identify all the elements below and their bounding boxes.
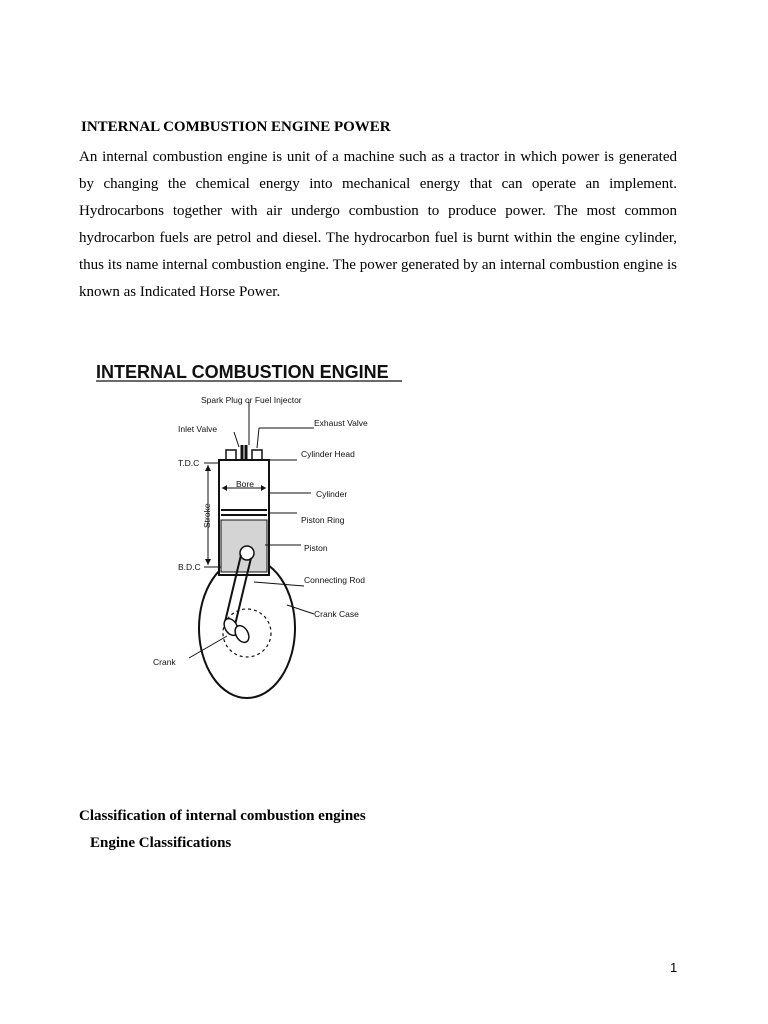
label-exhaust-valve: Exhaust Valve [314,418,368,428]
label-cylinder: Cylinder [316,489,348,499]
label-spark-plug: Spark Plug or Fuel Injector [201,395,302,405]
diagram-title: INTERNAL COMBUSTION ENGINE [96,362,389,382]
label-inlet-valve: Inlet Valve [178,424,218,434]
subsection-title: Engine Classifications [90,835,232,851]
label-bore: Bore [236,479,254,489]
section-title: Classification of internal combustion engines [79,808,366,824]
engine-diagram [79,350,409,715]
intro-paragraph: An internal combustion engine is unit of a machine such as a tractor in which power is generated by changing the chemical energy into mechanical energy that can operate an implement. Hydrocarbons together with air undergo combustion to produce power. The most common hydrocarbon fuels are petrol and diesel. The hydrocarbon fuel is burnt within the engine cylinder, thus its name internal combustion engine. The power generated by an internal combustion engine is known as Indicated Horse Power. [79,149,677,300]
label-piston-ring: Piston Ring [301,515,345,525]
label-crank: Crank [153,657,176,667]
label-bdc: B.D.C [178,562,201,572]
label-crank-case: Crank Case [314,609,359,619]
label-stroke: Stroke [202,503,212,528]
label-cylinder-head: Cylinder Head [301,449,355,459]
label-piston: Piston [304,543,328,553]
label-tdc: T.D.C [178,458,200,468]
document-heading: INTERNAL COMBUSTION ENGINE POWER [81,119,391,135]
label-connecting-rod: Connecting Rod [304,575,365,585]
page-number: 1 [670,960,678,975]
